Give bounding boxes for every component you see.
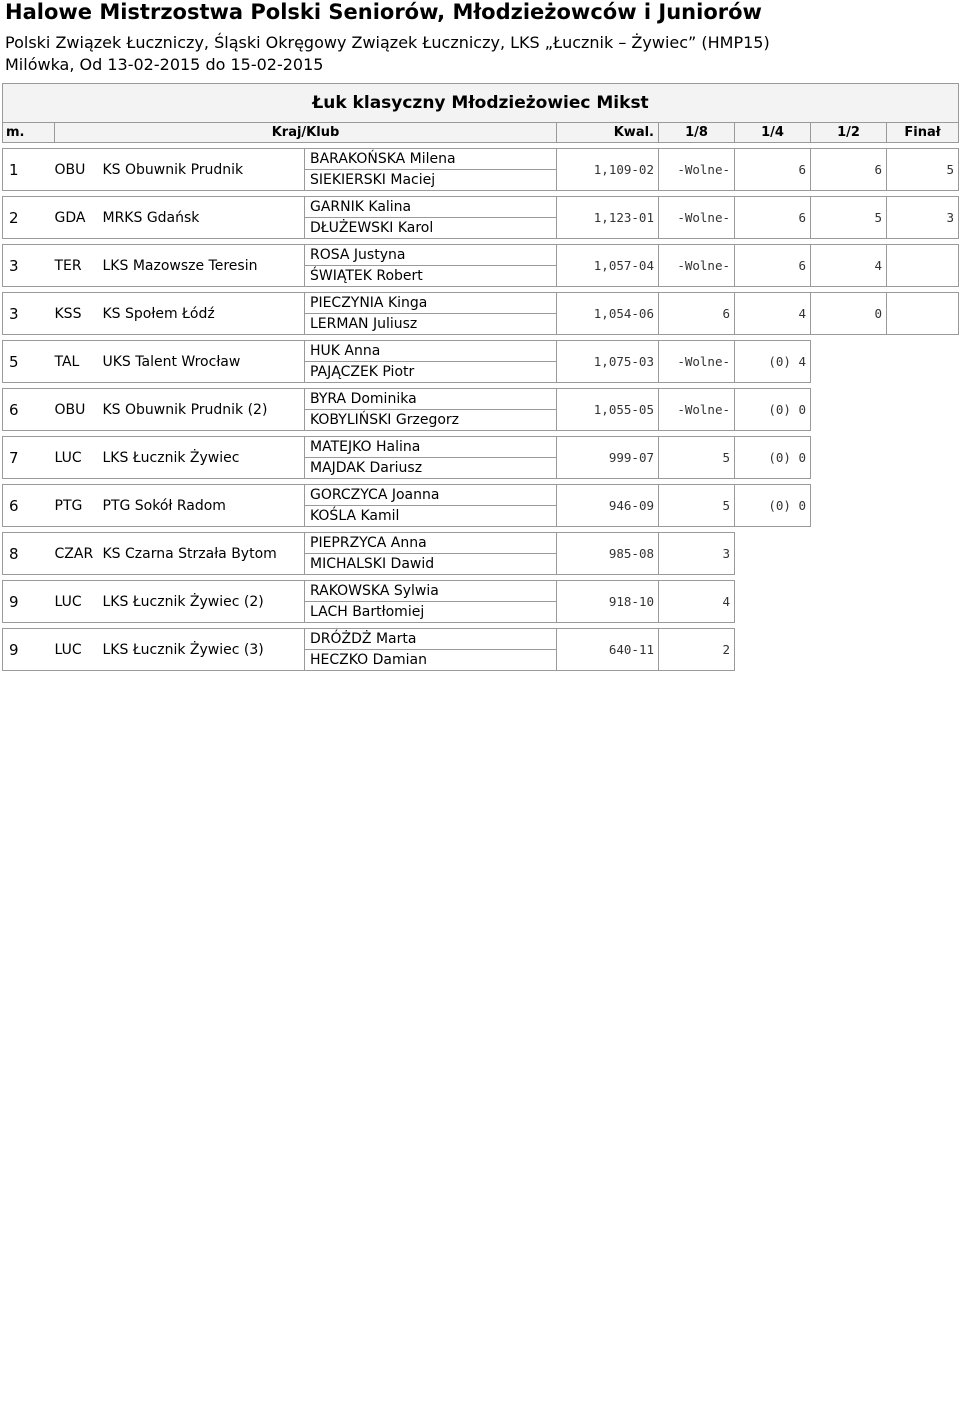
archer-1-cell: BYRA Dominika bbox=[305, 389, 557, 410]
club-code-cell: TAL bbox=[55, 341, 103, 383]
club-code-cell: OBU bbox=[55, 149, 103, 191]
final-cell-empty bbox=[887, 629, 959, 671]
semifinal-cell: 5 bbox=[811, 197, 887, 239]
quarterfinal-cell: (0) 0 bbox=[735, 485, 811, 527]
final-cell-empty bbox=[887, 341, 959, 383]
archer-2-cell: HECZKO Damian bbox=[305, 650, 557, 671]
archer-2-cell: DŁUŻEWSKI Karol bbox=[305, 218, 557, 239]
archer-2-cell: KOŚLA Kamil bbox=[305, 506, 557, 527]
qualification-score-cell: 1,123-01 bbox=[557, 197, 659, 239]
place-cell: 9 bbox=[3, 629, 55, 671]
club-name-cell: KS Czarna Strzała Bytom bbox=[103, 533, 305, 575]
page-title: Halowe Mistrzostwa Polski Seniorów, Młodzieżowców i Juniorów bbox=[5, 0, 762, 24]
archer-2-cell: MICHALSKI Dawid bbox=[305, 554, 557, 575]
table-row bbox=[3, 341, 959, 362]
final-cell-empty bbox=[887, 437, 959, 479]
table-row bbox=[3, 533, 959, 554]
club-name-cell: LKS Mazowsze Teresin bbox=[103, 245, 305, 287]
semifinal-cell: 4 bbox=[811, 245, 887, 287]
qualification-score-cell: 1,075-03 bbox=[557, 341, 659, 383]
archer-1-cell: MATEJKO Halina bbox=[305, 437, 557, 458]
place-cell: 6 bbox=[3, 485, 55, 527]
club-code-cell: LUC bbox=[55, 437, 103, 479]
qualification-score-cell: 1,057-04 bbox=[557, 245, 659, 287]
club-code-cell: OBU bbox=[55, 389, 103, 431]
col-r4: 1/4 bbox=[735, 123, 811, 143]
qualification-score-cell: 640-11 bbox=[557, 629, 659, 671]
qualification-score-cell: 1,055-05 bbox=[557, 389, 659, 431]
quarterfinal-cell-empty bbox=[735, 581, 811, 623]
quarterfinal-cell: 6 bbox=[735, 149, 811, 191]
quarterfinal-cell: 6 bbox=[735, 197, 811, 239]
club-code-cell: KSS bbox=[55, 293, 103, 335]
club-code-cell: LUC bbox=[55, 581, 103, 623]
round-of-16-cell: 4 bbox=[659, 581, 735, 623]
quarterfinal-cell: (0) 0 bbox=[735, 389, 811, 431]
qualification-score-cell: 999-07 bbox=[557, 437, 659, 479]
round-of-16-cell: 5 bbox=[659, 485, 735, 527]
semifinal-cell-empty bbox=[811, 629, 887, 671]
place-dates-line: Milówka, Od 13-02-2015 do 15-02-2015 bbox=[5, 55, 324, 74]
club-name-cell: PTG Sokół Radom bbox=[103, 485, 305, 527]
category-title: Łuk klasyczny Młodzieżowiec Mikst bbox=[3, 84, 959, 123]
quarterfinal-cell-empty bbox=[735, 629, 811, 671]
archer-1-cell: BARAKOŃSKA Milena bbox=[305, 149, 557, 170]
archer-2-cell: PAJĄCZEK Piotr bbox=[305, 362, 557, 383]
round-of-16-cell: -Wolne- bbox=[659, 245, 735, 287]
club-code-cell: PTG bbox=[55, 485, 103, 527]
table-row bbox=[3, 581, 959, 602]
archer-1-cell: PIEPRZYCA Anna bbox=[305, 533, 557, 554]
col-place: m. bbox=[3, 123, 55, 143]
archer-1-cell: ROSA Justyna bbox=[305, 245, 557, 266]
semifinal-cell: 6 bbox=[811, 149, 887, 191]
place-cell: 8 bbox=[3, 533, 55, 575]
final-cell-empty bbox=[887, 389, 959, 431]
place-cell: 3 bbox=[3, 245, 55, 287]
club-code-cell: TER bbox=[55, 245, 103, 287]
table-row bbox=[3, 197, 959, 218]
semifinal-cell-empty bbox=[811, 533, 887, 575]
archer-1-cell: PIECZYNIA Kinga bbox=[305, 293, 557, 314]
quarterfinal-cell-empty bbox=[735, 533, 811, 575]
col-club: Kraj/Klub bbox=[55, 123, 557, 143]
quarterfinal-cell: (0) 0 bbox=[735, 437, 811, 479]
place-cell: 9 bbox=[3, 581, 55, 623]
quarterfinal-cell: 6 bbox=[735, 245, 811, 287]
round-of-16-cell: 2 bbox=[659, 629, 735, 671]
archer-1-cell: GARNIK Kalina bbox=[305, 197, 557, 218]
archer-1-cell: GORCZYCA Joanna bbox=[305, 485, 557, 506]
final-cell-empty bbox=[887, 533, 959, 575]
col-qual: Kwal. bbox=[557, 123, 659, 143]
quarterfinal-cell: (0) 4 bbox=[735, 341, 811, 383]
round-of-16-cell: 3 bbox=[659, 533, 735, 575]
place-cell: 6 bbox=[3, 389, 55, 431]
final-cell-empty bbox=[887, 485, 959, 527]
place-cell: 3 bbox=[3, 293, 55, 335]
round-of-16-cell: -Wolne- bbox=[659, 197, 735, 239]
semifinal-cell-empty bbox=[811, 485, 887, 527]
table-row bbox=[3, 485, 959, 506]
archer-1-cell: HUK Anna bbox=[305, 341, 557, 362]
archer-1-cell: RAKOWSKA Sylwia bbox=[305, 581, 557, 602]
table-row bbox=[3, 149, 959, 170]
archer-2-cell: LERMAN Juliusz bbox=[305, 314, 557, 335]
place-cell: 2 bbox=[3, 197, 55, 239]
qualification-score-cell: 946-09 bbox=[557, 485, 659, 527]
final-cell: 5 bbox=[887, 149, 959, 191]
club-name-cell: LKS Łucznik Żywiec (2) bbox=[103, 581, 305, 623]
club-name-cell: MRKS Gdańsk bbox=[103, 197, 305, 239]
place-cell: 1 bbox=[3, 149, 55, 191]
archer-2-cell: ŚWIĄTEK Robert bbox=[305, 266, 557, 287]
club-code-cell: LUC bbox=[55, 629, 103, 671]
col-r2: 1/2 bbox=[811, 123, 887, 143]
qualification-score-cell: 918-10 bbox=[557, 581, 659, 623]
club-name-cell: UKS Talent Wrocław bbox=[103, 341, 305, 383]
archer-2-cell: MAJDAK Dariusz bbox=[305, 458, 557, 479]
quarterfinal-cell: 4 bbox=[735, 293, 811, 335]
club-name-cell: LKS Łucznik Żywiec (3) bbox=[103, 629, 305, 671]
final-cell bbox=[887, 245, 959, 287]
round-of-16-cell: 6 bbox=[659, 293, 735, 335]
place-cell: 5 bbox=[3, 341, 55, 383]
semifinal-cell-empty bbox=[811, 437, 887, 479]
qualification-score-cell: 985-08 bbox=[557, 533, 659, 575]
final-cell bbox=[887, 293, 959, 335]
final-cell: 3 bbox=[887, 197, 959, 239]
final-cell-empty bbox=[887, 581, 959, 623]
round-of-16-cell: 5 bbox=[659, 437, 735, 479]
organizers-line: Polski Związek Łuczniczy, Śląski Okręgowy Związek Łuczniczy, LKS „Łucznik – Żywiec” (HMP15) bbox=[5, 33, 770, 52]
club-name-cell: KS Obuwnik Prudnik (2) bbox=[103, 389, 305, 431]
club-name-cell: KS Obuwnik Prudnik bbox=[103, 149, 305, 191]
round-of-16-cell: -Wolne- bbox=[659, 389, 735, 431]
archer-2-cell: KOBYLIŃSKI Grzegorz bbox=[305, 410, 557, 431]
semifinal-cell: 0 bbox=[811, 293, 887, 335]
archer-2-cell: LACH Bartłomiej bbox=[305, 602, 557, 623]
table-row bbox=[3, 629, 959, 650]
col-r8: 1/8 bbox=[659, 123, 735, 143]
qualification-score-cell: 1,109-02 bbox=[557, 149, 659, 191]
semifinal-cell-empty bbox=[811, 389, 887, 431]
place-cell: 7 bbox=[3, 437, 55, 479]
round-of-16-cell: -Wolne- bbox=[659, 149, 735, 191]
table-row bbox=[3, 245, 959, 266]
club-code-cell: GDA bbox=[55, 197, 103, 239]
round-of-16-cell: -Wolne- bbox=[659, 341, 735, 383]
archer-1-cell: DRÓŻDŻ Marta bbox=[305, 629, 557, 650]
table-row bbox=[3, 437, 959, 458]
club-code-cell: CZAR bbox=[55, 533, 103, 575]
column-header-row bbox=[3, 123, 959, 143]
archer-2-cell: SIEKIERSKI Maciej bbox=[305, 170, 557, 191]
semifinal-cell-empty bbox=[811, 581, 887, 623]
club-name-cell: KS Społem Łódź bbox=[103, 293, 305, 335]
club-name-cell: LKS Łucznik Żywiec bbox=[103, 437, 305, 479]
semifinal-cell-empty bbox=[811, 341, 887, 383]
col-final: Finał bbox=[887, 123, 959, 143]
table-row bbox=[3, 389, 959, 410]
results-table bbox=[2, 83, 959, 671]
qualification-score-cell: 1,054-06 bbox=[557, 293, 659, 335]
table-row bbox=[3, 293, 959, 314]
